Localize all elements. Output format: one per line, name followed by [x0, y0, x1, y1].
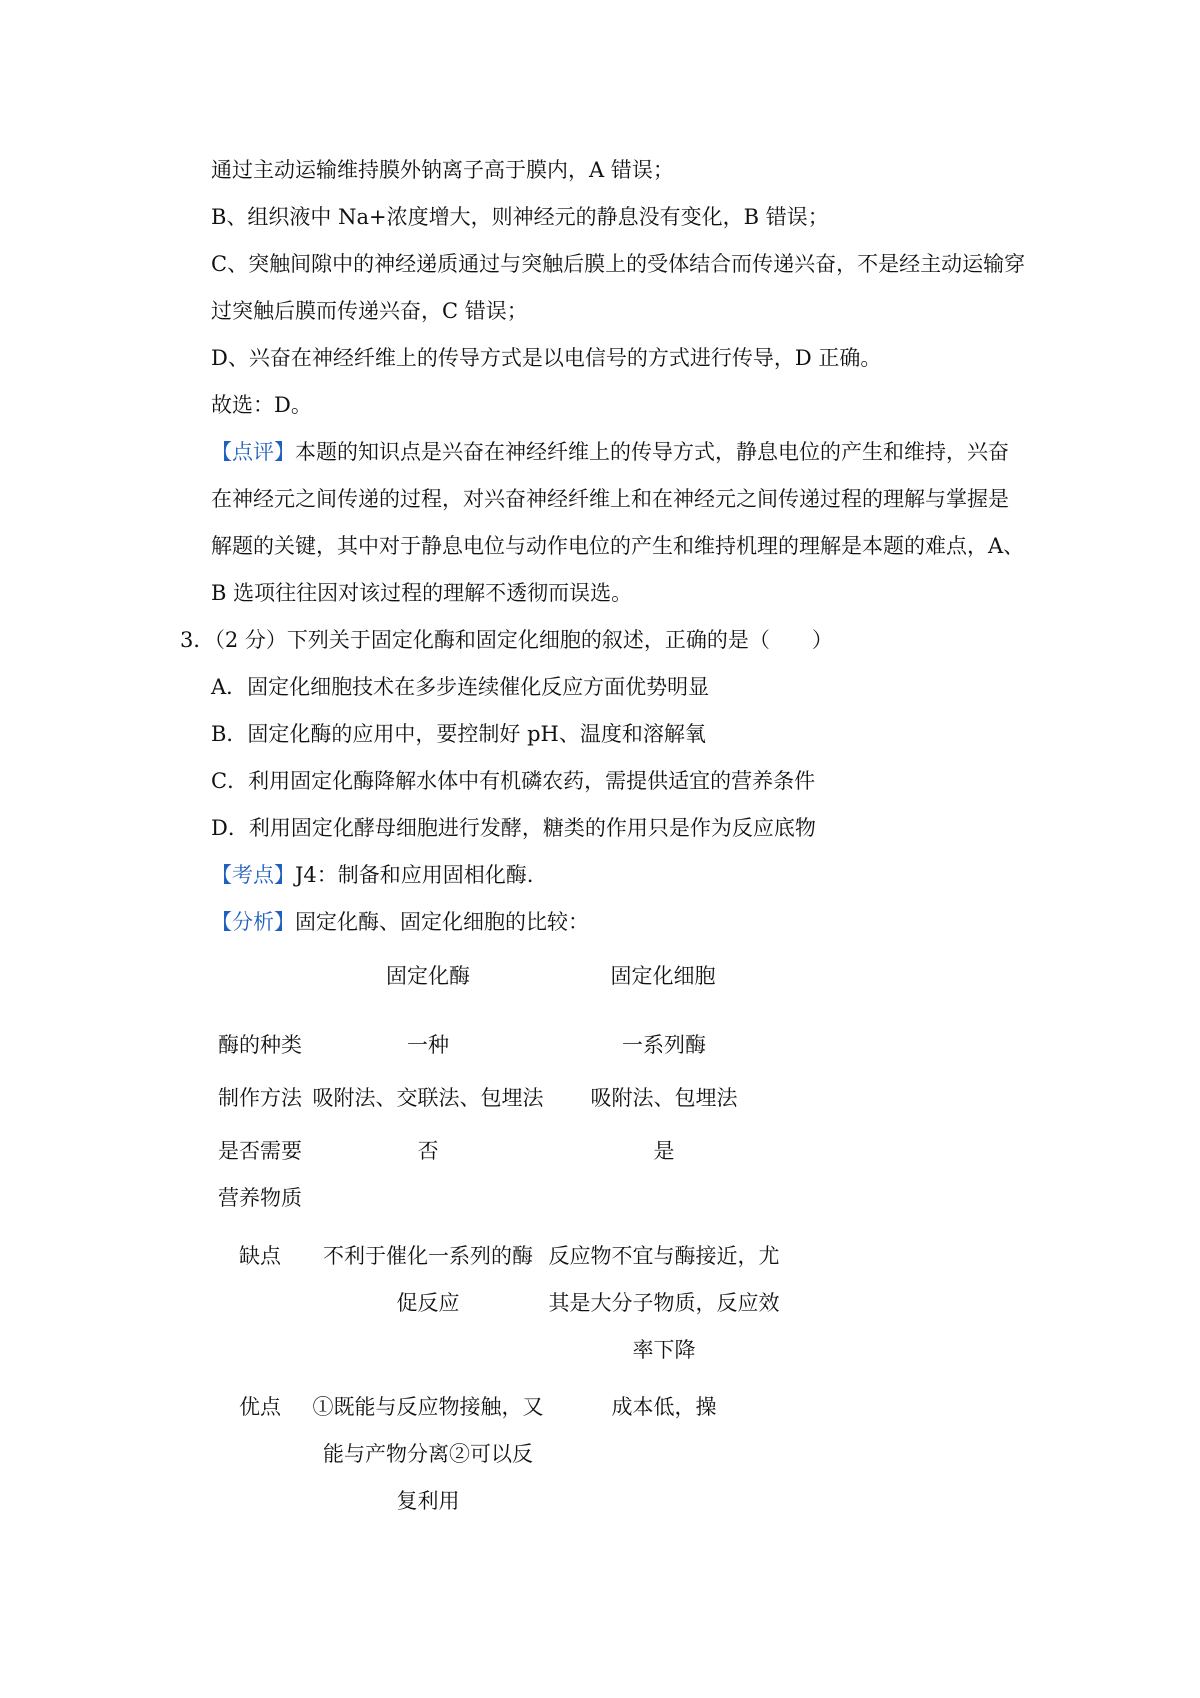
question-stem: 3．（2 分）下列关于固定化酶和固定化细胞的叙述，正确的是（ ）	[180, 628, 833, 652]
table-row-label: 营养物质	[218, 1186, 302, 1210]
comment-line	[211, 438, 1009, 466]
table-cell: 率下降	[632, 1338, 696, 1362]
table-cell: 一系列酶	[622, 1033, 706, 1057]
table-row-label: 酶的种类	[218, 1033, 302, 1057]
table-cell: 一种	[407, 1033, 449, 1057]
table-header-immobilized-cell: 固定化细胞	[610, 964, 716, 988]
table-cell: 复利用	[396, 1489, 460, 1513]
comment-line: 解题的关键，其中对于静息电位与动作电位的产生和维持机理的理解是本题的难点，A、	[211, 534, 1025, 558]
analysis-line: D、兴奋在神经纤维上的传导方式是以电信号的方式进行传导，D 正确。	[211, 346, 882, 370]
table-header-immobilized-enzyme: 固定化酶	[386, 964, 470, 988]
table-row-label: 制作方法	[218, 1086, 302, 1110]
table-cell: 吸附法、交联法、包埋法	[312, 1086, 544, 1110]
table-row-label: 是否需要	[218, 1139, 302, 1163]
option-c: C．利用固定化酶降解水体中有机磷农药，需提供适宜的营养条件	[211, 769, 816, 793]
comment-line: B 选项往往因对该过程的理解不透彻而误选。	[211, 581, 633, 605]
analysis-line: 故选：D。	[211, 393, 312, 417]
table-cell: 是	[653, 1139, 675, 1163]
analysis-line: B、组织液中 Na+浓度增大，则神经元的静息没有变化，B 错误；	[211, 205, 829, 229]
table-cell: 成本低，操	[611, 1395, 717, 1419]
comment-line: 在神经元之间传递的过程，对兴奋神经纤维上和在神经元之间传递过程的理解与掌握是	[211, 487, 1009, 511]
fenxi-text: 固定化酶、固定化细胞的比较：	[295, 910, 589, 934]
option-d: D．利用固定化酵母细胞进行发酵，糖类的作用只是作为反应底物	[211, 816, 816, 840]
table-cell: 其是大分子物质，反应效	[548, 1291, 780, 1315]
table-row-label: 优点	[239, 1395, 281, 1419]
analysis-line: 通过主动运输维持膜外钠离子高于膜内，A 错误；	[211, 158, 674, 182]
table-cell: 反应物不宜与酶接近，尤	[548, 1244, 780, 1268]
table-row-label: 缺点	[239, 1244, 281, 1268]
kaodian-text: J4：制备和应用固相化酶.	[295, 863, 534, 887]
table-cell: 能与产物分离②可以反	[323, 1442, 533, 1466]
table-cell: 不利于催化一系列的酶	[323, 1244, 533, 1268]
kaodian-line	[211, 861, 533, 889]
option-b: B．固定化酶的应用中，要控制好 pH、温度和溶解氧	[211, 722, 706, 746]
comment-text: 本题的知识点是兴奋在神经纤维上的传导方式，静息电位的产生和维持，兴奋	[295, 440, 1009, 464]
kaodian-tag: 【考点】	[211, 863, 295, 887]
table-cell: 吸附法、包埋法	[590, 1086, 738, 1110]
table-cell: ①既能与反应物接触，又	[312, 1395, 544, 1419]
analysis-line: C、突触间隙中的神经递质通过与突触后膜上的受体结合而传递兴奋，不是经主动运输穿	[211, 252, 1026, 276]
option-a: A．固定化细胞技术在多步连续催化反应方面优势明显	[211, 675, 710, 699]
fenxi-line	[211, 908, 589, 936]
table-cell: 否	[417, 1139, 439, 1163]
analysis-line: 过突触后膜而传递兴奋，C 错误；	[211, 299, 528, 323]
fenxi-tag: 【分析】	[211, 910, 295, 934]
comment-tag: 【点评】	[211, 440, 295, 464]
table-cell: 促反应	[396, 1291, 460, 1315]
